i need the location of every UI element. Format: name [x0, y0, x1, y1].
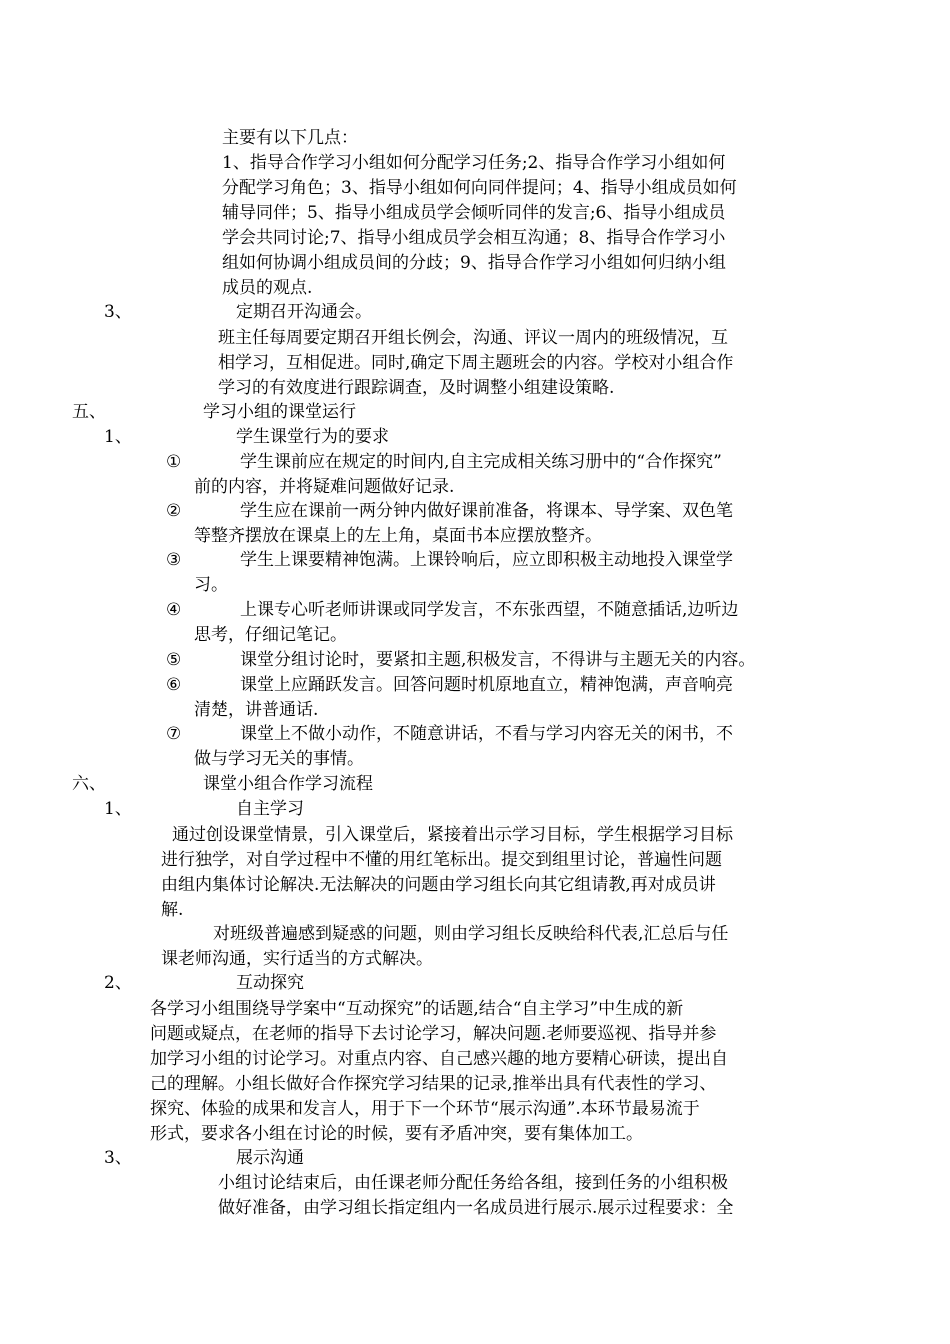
- paragraph-line: 通过创设课堂情景，引入课堂后，紧接着出示学习目标，学生根据学习目标: [172, 825, 733, 845]
- item-number: 3、: [104, 302, 132, 322]
- paragraph-line: 探究、体验的成果和发言人，用于下一个环节“展示沟通”.本环节最易流于: [150, 1099, 700, 1119]
- rule-marker: ①: [166, 452, 182, 472]
- paragraph-line: 解.: [161, 900, 184, 920]
- rule-text: 课堂上不做小动作，不随意讲话，不看与学习内容无关的闲书，不: [240, 724, 733, 744]
- rule-text: 等整齐摆放在课桌上的左上角，桌面书本应摆放整齐。: [194, 526, 602, 546]
- rule-text: 习。: [194, 575, 228, 595]
- paragraph-line: 学习的有效度进行跟踪调查，及时调整小组建设策略.: [218, 378, 615, 398]
- paragraph-line: 形式，要求各小组在讨论的时候，要有矛盾冲突，要有集体加工。: [150, 1124, 643, 1144]
- intro-line: 学会共同讨论;7、指导小组成员学会相互沟通；8、指导合作学习小: [222, 228, 726, 248]
- item-number: 1、: [104, 427, 132, 447]
- paragraph-line: 班主任每周要定期召开组长例会，沟通、评议一周内的班级情况，互: [218, 328, 728, 348]
- rule-text: 课堂分组讨论时，要紧扣主题,积极发言，不得讲与主题无关的内容。: [240, 650, 756, 670]
- item-heading: 展示沟通: [236, 1148, 304, 1168]
- intro-line: 组如何协调小组成员间的分歧；9、指导合作学习小组如何归纳小组: [222, 253, 726, 273]
- rule-text: 学生课前应在规定的时间内,自主完成相关练习册中的“合作探究”: [240, 452, 722, 472]
- paragraph-line: 小组讨论结束后，由任课老师分配任务给各组，接到任务的小组积极: [218, 1173, 728, 1193]
- item-heading: 互动探究: [236, 973, 304, 993]
- rule-marker: ⑥: [166, 675, 182, 695]
- intro-line: 1、指导合作学习小组如何分配学习任务;2、指导合作学习小组如何: [222, 153, 726, 173]
- item-number: 3、: [104, 1148, 132, 1168]
- paragraph-line: 做好准备，由学习组长指定组内一名成员进行展示.展示过程要求：全: [218, 1198, 734, 1218]
- paragraph-line: 各学习小组围绕导学案中“互动探究”的话题,结合“自主学习”中生成的新: [150, 999, 684, 1019]
- item-heading: 自主学习: [236, 799, 304, 819]
- paragraph-line: 相学习，互相促进。同时,确定下周主题班会的内容。学校对小组合作: [218, 353, 734, 373]
- rule-text: 学生上课要精神饱满。上课铃响后，应立即积极主动地投入课堂学: [240, 550, 733, 570]
- paragraph-line: 进行独学，对自学过程中不懂的用红笔标出。提交到组里讨论，普遍性问题: [161, 850, 722, 870]
- paragraph-line: 对班级普遍感到疑惑的问题，则由学习组长反映给科代表,汇总后与任: [213, 924, 729, 944]
- paragraph-line: 加学习小组的讨论学习。对重点内容、自己感兴趣的地方要精心研读，提出自: [150, 1049, 728, 1069]
- item-number: 1、: [104, 799, 132, 819]
- item-number: 2、: [104, 973, 132, 993]
- intro-line: 分配学习角色；3、指导小组如何向同伴提问；4、指导小组成员如何: [222, 178, 737, 198]
- intro-line: 辅导同伴；5、指导小组成员学会倾听同伴的发言;6、指导小组成员: [222, 203, 726, 223]
- paragraph-line: 课老师沟通，实行适当的方式解决。: [161, 949, 433, 969]
- rule-text: 课堂上应踊跃发言。回答问题时机原地直立，精神饱满，声音响亮: [240, 675, 733, 695]
- rule-marker: ③: [166, 550, 182, 570]
- rule-text: 学生应在课前一两分钟内做好课前准备，将课本、导学案、双色笔: [240, 501, 733, 521]
- rule-text: 清楚，讲普通话.: [194, 700, 319, 720]
- rule-marker: ②: [166, 501, 182, 521]
- rule-text: 做与学习无关的事情。: [194, 749, 364, 769]
- rule-marker: ④: [166, 600, 182, 620]
- rule-text: 思考，仔细记笔记。: [194, 625, 347, 645]
- section-heading: 课堂小组合作学习流程: [203, 774, 373, 794]
- paragraph-line: 问题或疑点，在老师的指导下去讨论学习，解决问题.老师要巡视、指导并参: [150, 1024, 717, 1044]
- intro-line: 主要有以下几点：: [222, 128, 358, 148]
- rule-marker: ⑤: [166, 650, 182, 670]
- item-heading: 学生课堂行为的要求: [236, 427, 389, 447]
- intro-line: 成员的观点.: [222, 278, 313, 298]
- section-heading: 学习小组的课堂运行: [203, 402, 356, 422]
- paragraph-line: 己的理解。小组长做好合作探究学习结果的记录,推举出具有代表性的学习、: [150, 1074, 717, 1094]
- rule-marker: ⑦: [166, 724, 182, 744]
- rule-text: 前的内容，并将疑难问题做好记录.: [194, 477, 455, 497]
- section-number: 五、: [72, 402, 106, 422]
- rule-text: 上课专心听老师讲课或同学发言，不东张西望，不随意插话,边听边: [240, 600, 739, 620]
- item-heading: 定期召开沟通会。: [236, 302, 372, 322]
- section-number: 六、: [72, 774, 106, 794]
- paragraph-line: 由组内集体讨论解决.无法解决的问题由学习组长向其它组请教,再对成员讲: [161, 875, 716, 895]
